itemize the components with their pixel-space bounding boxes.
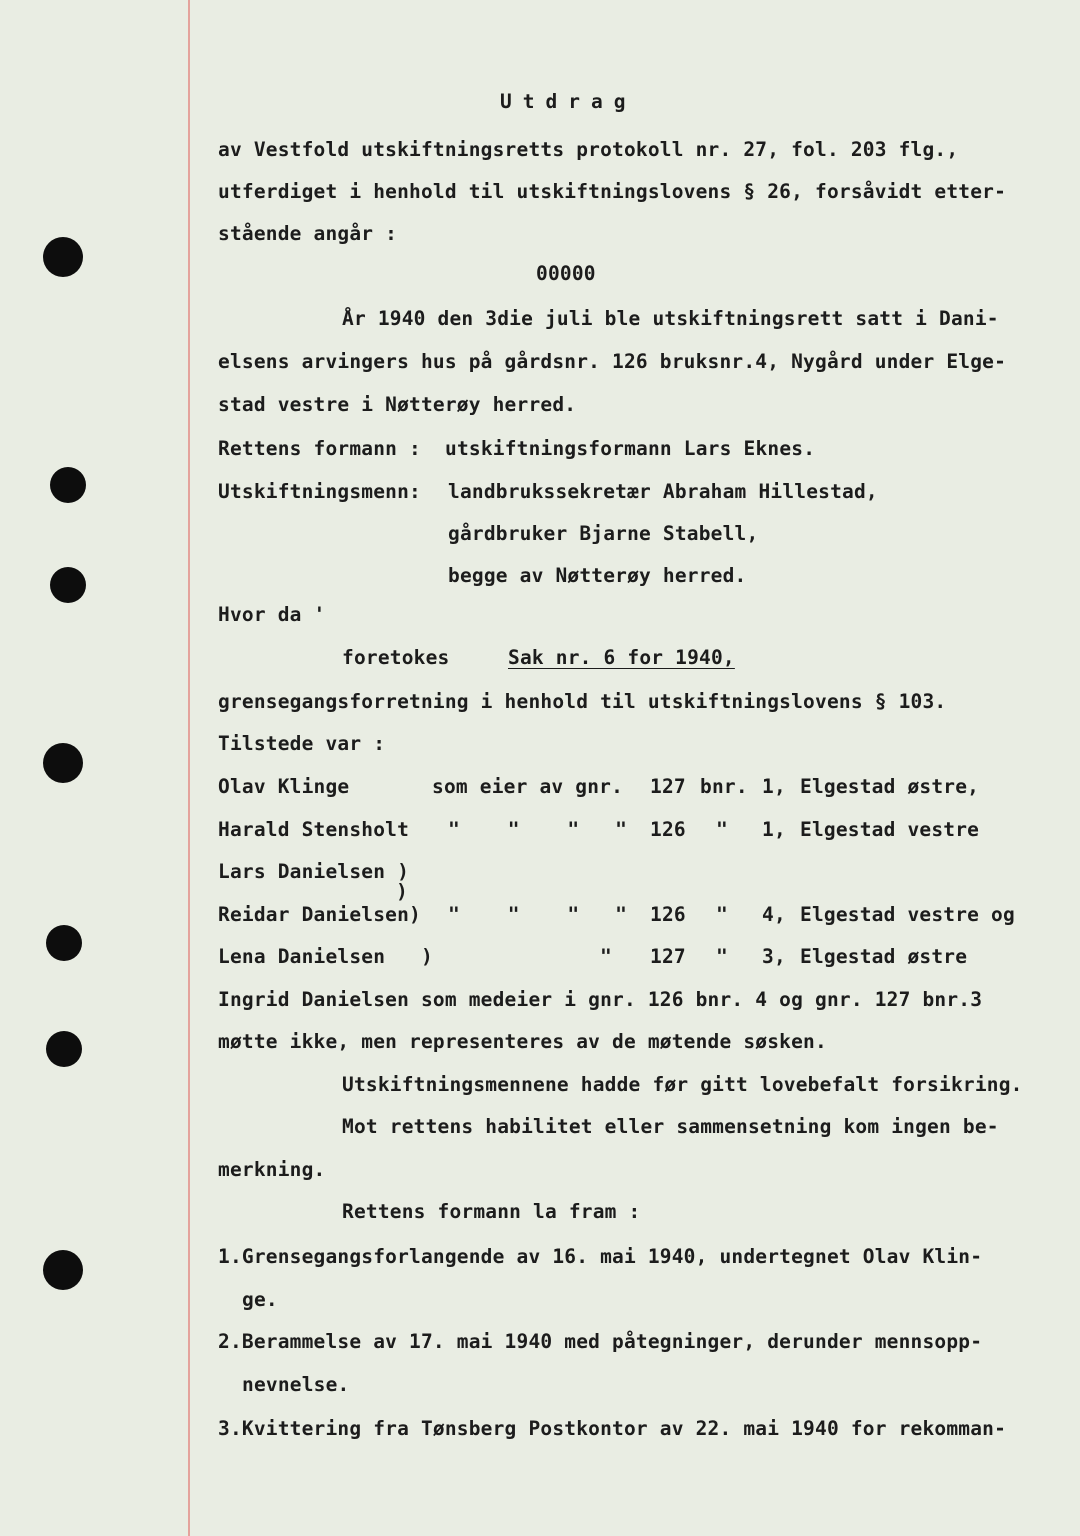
list-item: 2.Berammelse av 17. mai 1940 med påtegninger, derunder mennsopp- <box>218 1330 983 1353</box>
separator: 00000 <box>536 262 596 285</box>
list-item: nevnelse. <box>242 1373 350 1396</box>
punch-hole <box>46 1031 82 1067</box>
present-relation: " " " " <box>448 903 628 926</box>
present-bnr: 3, <box>762 945 786 968</box>
present-gnr: 127 <box>650 775 686 798</box>
present-place: Elgestad vestre <box>800 818 980 841</box>
members-label: Utskiftningsmenn: <box>218 480 421 503</box>
punch-hole <box>50 467 86 503</box>
body-line: Ingrid Danielsen som medeier i gnr. 126 bnr. 4 og gnr. 127 bnr.3 <box>218 988 983 1011</box>
punch-hole <box>43 1250 83 1290</box>
margin-rule <box>188 0 190 1536</box>
present-place: Elgestad vestre og <box>800 903 1015 926</box>
punch-hole <box>50 567 86 603</box>
present-bnr: 4, <box>762 903 786 926</box>
hvor-da: Hvor da ' <box>218 603 326 626</box>
present-gnr: 127 <box>650 945 686 968</box>
member-line: begge av Nøtterøy herred. <box>448 564 747 587</box>
punch-hole <box>43 743 83 783</box>
present-bnr-label: " <box>716 945 728 968</box>
case-description: grensegangsforretning i henhold til utskiftningslovens § 103. <box>218 690 947 713</box>
list-item: 3.Kvittering fra Tønsberg Postkontor av 22. mai 1940 for rekomman- <box>218 1417 1007 1440</box>
body-line: Utskiftningsmennene hadde før gitt lovebefalt forsikring. <box>342 1073 1023 1096</box>
present-place: Elgestad østre <box>800 945 968 968</box>
intro-line: stad vestre i Nøtterøy herred. <box>218 393 577 416</box>
body-line: merkning. <box>218 1158 326 1181</box>
present-gnr: 126 <box>650 818 686 841</box>
body-line: Rettens formann la fram : <box>342 1200 641 1223</box>
member-line: gårdbruker Bjarne Stabell, <box>448 522 759 545</box>
punch-hole <box>43 237 83 277</box>
header-line: stående angår : <box>218 222 398 245</box>
punch-hole <box>46 925 82 961</box>
chair-label: Rettens formann : <box>218 437 421 460</box>
present-bnr-label: " <box>716 903 728 926</box>
present-bnr: 1, <box>762 818 786 841</box>
present-bnr-label: " <box>716 818 728 841</box>
present-name: Harald Stensholt <box>218 818 410 841</box>
body-line: møtte ikke, men representeres av de møtende søsken. <box>218 1030 827 1053</box>
present-name: Reidar Danielsen) <box>218 903 421 926</box>
present-relation: " " " " <box>448 818 628 841</box>
bracket-mark: ) <box>396 880 408 903</box>
present-label: Tilstede var : <box>218 732 386 755</box>
foretokes: foretokes <box>342 646 450 669</box>
chair-value: utskiftningsformann Lars Eknes. <box>445 437 816 460</box>
document-title: Utdrag <box>500 90 637 113</box>
present-relation: som eier av gnr. <box>432 775 624 798</box>
present-bnr: 1, <box>762 775 786 798</box>
present-place: Elgestad østre, <box>800 775 980 798</box>
list-item: ge. <box>242 1288 278 1311</box>
list-item: 1.Grensegangsforlangende av 16. mai 1940, undertegnet Olav Klin- <box>218 1245 983 1268</box>
intro-line: elsens arvingers hus på gårdsnr. 126 bruksnr.4, Nygård under Elge- <box>218 350 1007 373</box>
present-relation: " <box>600 945 612 968</box>
present-name: Olav Klinge <box>218 775 350 798</box>
present-name: Lena Danielsen ) <box>218 945 433 968</box>
intro-line: År 1940 den 3die juli ble utskiftningsrett satt i Dani- <box>342 307 999 330</box>
header-line: utferdiget i henhold til utskiftningslovens § 26, forsåvidt etter- <box>218 180 1007 203</box>
present-bnr-label: bnr. <box>700 775 748 798</box>
present-gnr: 126 <box>650 903 686 926</box>
body-line: Mot rettens habilitet eller sammensetning kom ingen be- <box>342 1115 999 1138</box>
header-line: av Vestfold utskiftningsretts protokoll nr. 27, fol. 203 flg., <box>218 138 959 161</box>
member-line: landbrukssekretær Abraham Hillestad, <box>448 480 878 503</box>
case-number: Sak nr. 6 for 1940, <box>508 646 735 669</box>
present-name: Lars Danielsen ) <box>218 860 410 883</box>
